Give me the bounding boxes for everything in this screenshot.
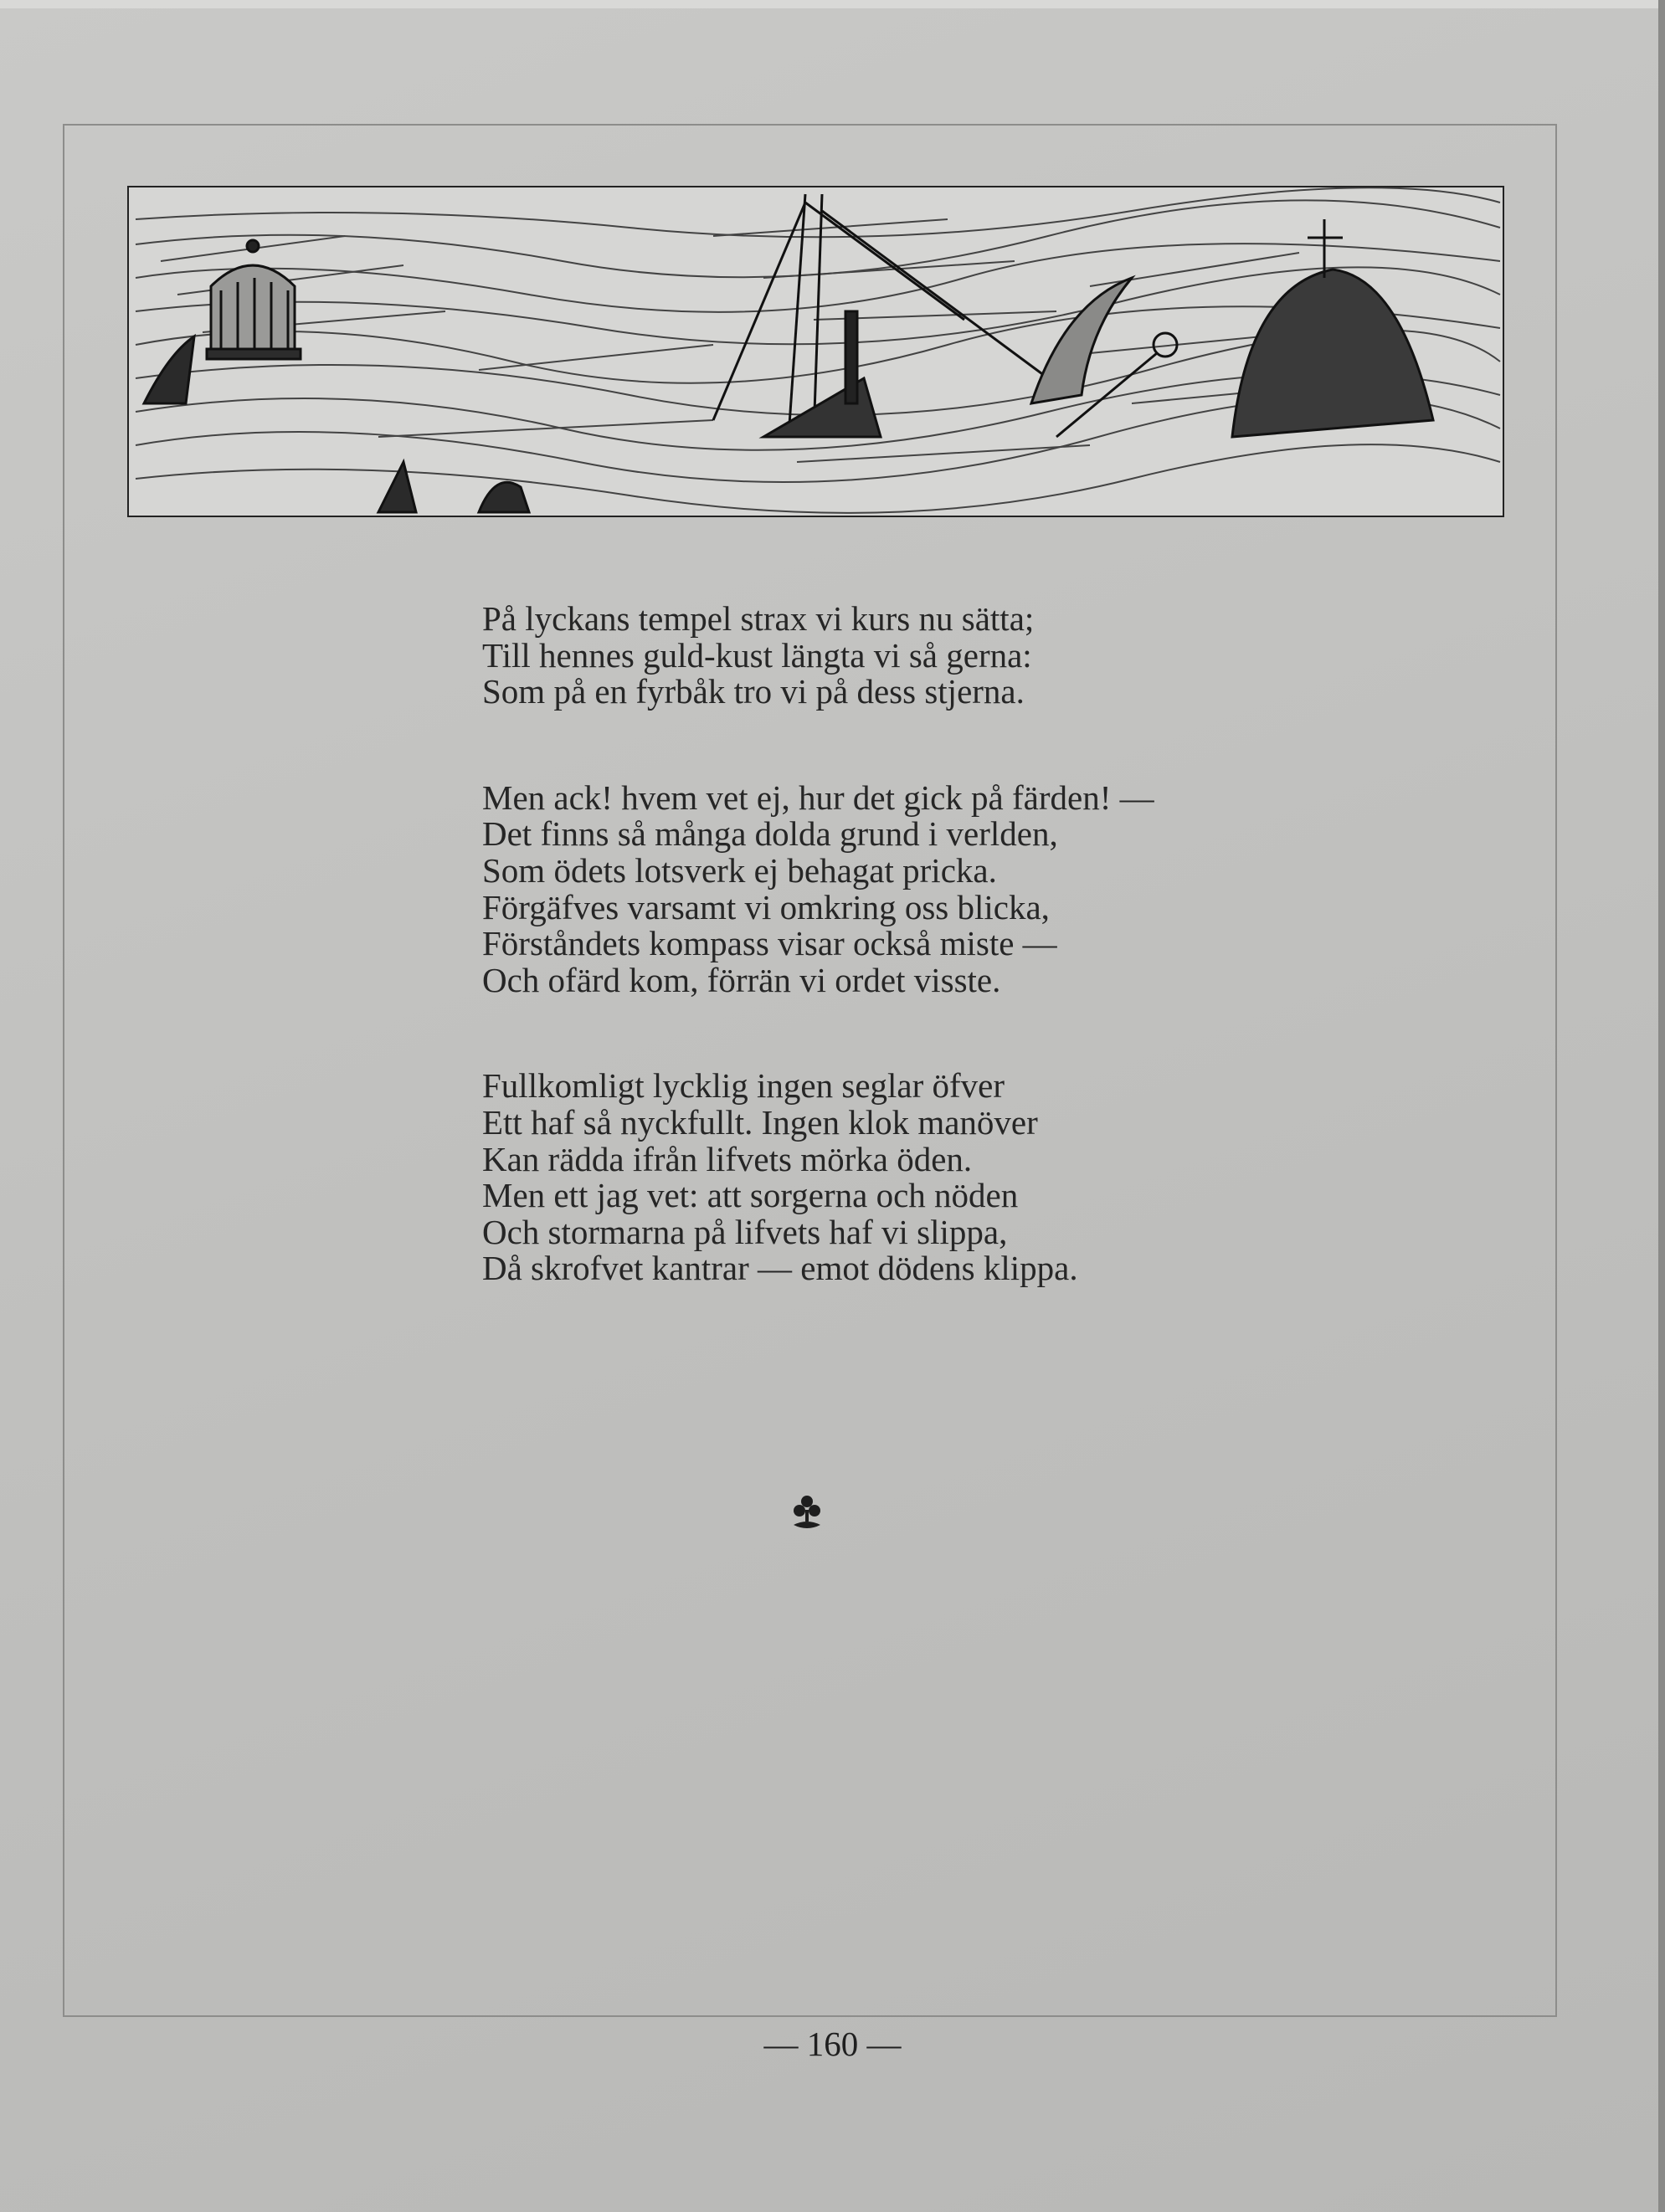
poem-line: Förgäfves varsamt vi omkring oss blicka, xyxy=(482,887,1050,926)
poem-stanza-3 xyxy=(482,1068,1303,1287)
poem-line: Fullkomligt lycklig ingen seglar öfver xyxy=(482,1066,1005,1106)
poem-line: Ett haf så nyckfullt. Ingen klok manöver xyxy=(482,1102,1038,1142)
poem-line: Kan rädda ifrån lifvets mörka öden. xyxy=(482,1139,973,1178)
poem-stanza-1 xyxy=(482,601,1303,711)
poem-line: Det finns så många dolda grund i verlden, xyxy=(482,814,1058,854)
page-number: — 160 — xyxy=(763,2025,902,2063)
poem-line: Då skrofvet kantrar — emot dödens klippa. xyxy=(482,1249,1078,1288)
poem-line: Men ett jag vet: att sorgerna och nöden xyxy=(482,1176,1019,1215)
poem-line: Till hennes guld-kust längta vi så gerna: xyxy=(482,635,1032,675)
poem-line: Men ack! hvem vet ej, hur det gick på färden! — xyxy=(482,778,1154,817)
poem-stanza-2 xyxy=(482,780,1303,999)
poem-line: Och ofärd kom, förrän vi ordet visste. xyxy=(482,960,1001,999)
poem-text xyxy=(482,601,1303,1287)
stormy-sea-engraving-icon xyxy=(127,186,1504,517)
poem-line: Som ödets lotsverk ej behagat pricka. xyxy=(482,850,997,890)
page-top-edge xyxy=(0,0,1665,8)
poem-line: På lyckans tempel strax vi kurs nu sätta; xyxy=(482,599,1035,638)
poem-line: Och stormarna på lifvets haf vi slippa, xyxy=(482,1212,1008,1251)
club-ornament-icon xyxy=(790,1493,824,1533)
page-right-edge xyxy=(1658,0,1665,2212)
poem-line: Förståndets kompass visar också miste — xyxy=(482,924,1057,963)
poem-line: Som på en fyrbåk tro vi på dess stjerna. xyxy=(482,672,1025,711)
